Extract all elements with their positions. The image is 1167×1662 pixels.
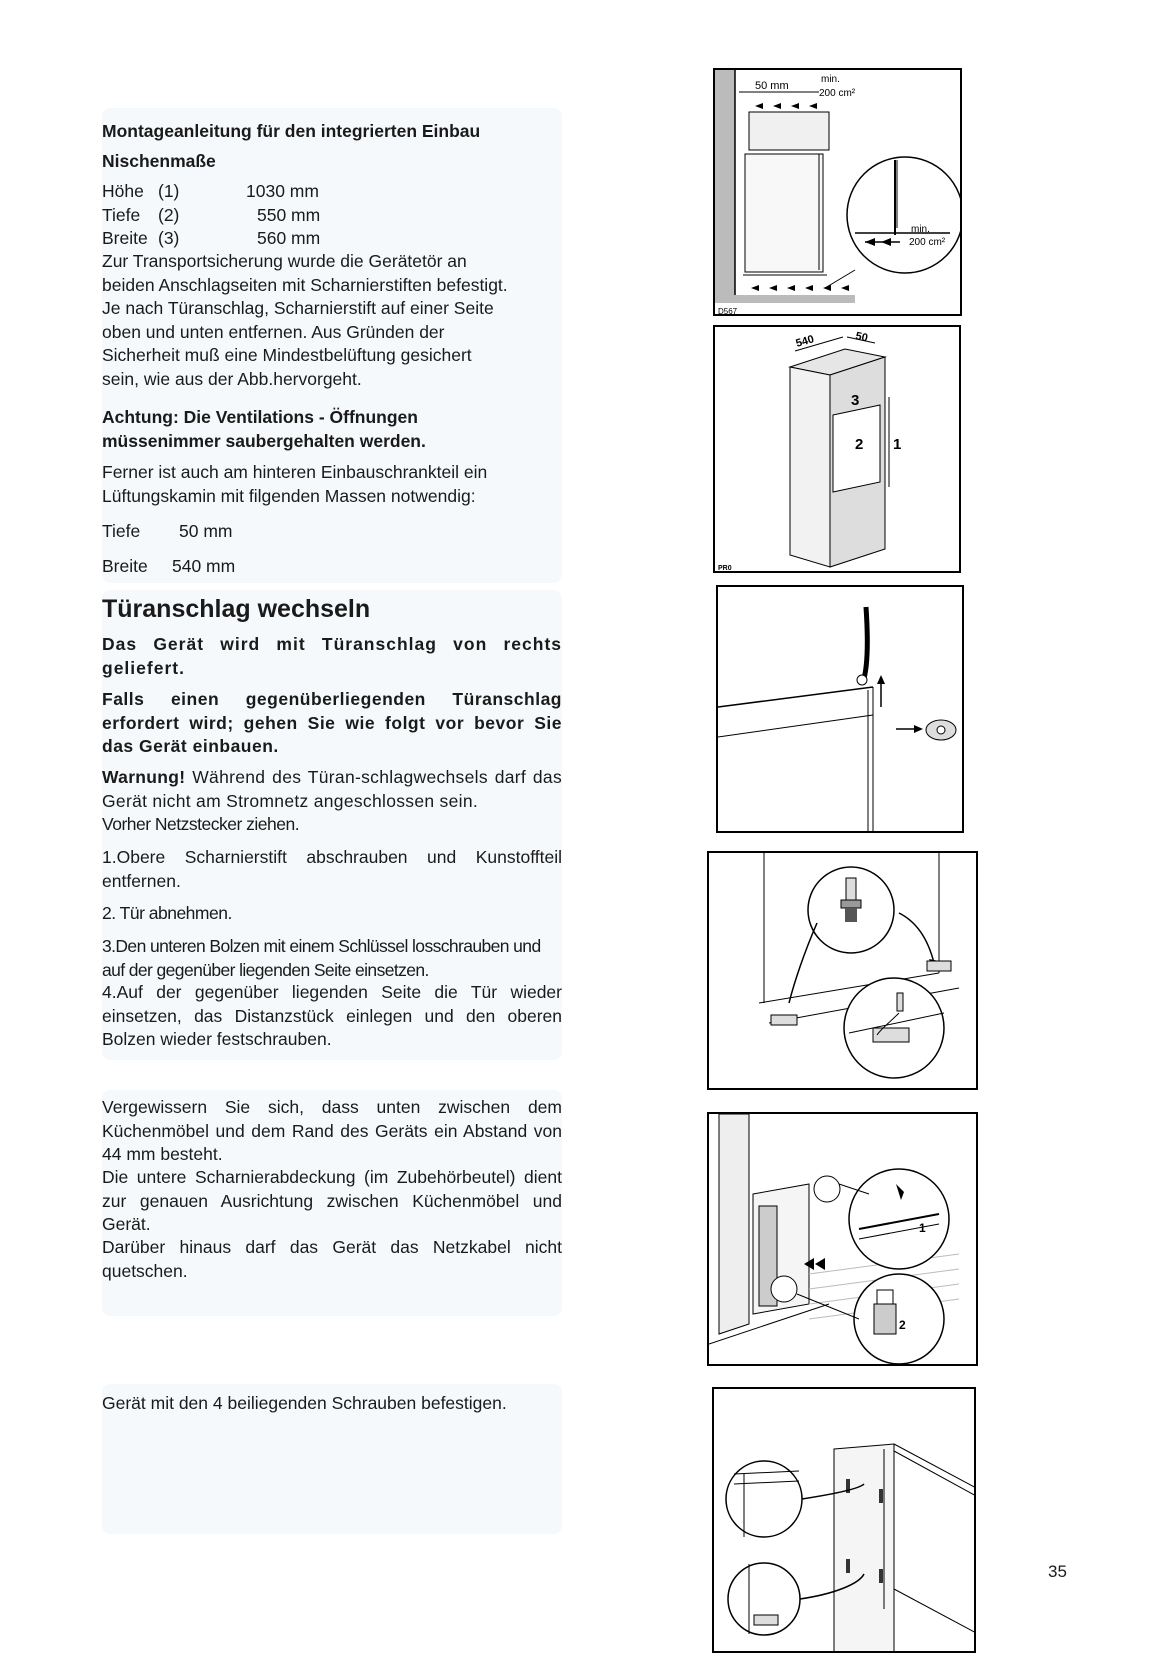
- fig2-num-3: 3: [851, 392, 860, 409]
- unplug-note: Vorher Netzstecker ziehen.: [102, 814, 300, 834]
- section-door-reversal: [102, 590, 562, 1060]
- lower-bolt-illustration: [709, 853, 978, 1090]
- chimney-depth-row: [102, 520, 232, 544]
- dimension-row: [102, 180, 320, 204]
- chimney-depth-label: Tiefe: [102, 521, 141, 541]
- heading-installation: Montageanleitung für den integrierten Einbau: [102, 121, 481, 141]
- step-2: 2. Tür abnehmen.: [102, 903, 232, 923]
- text-line: Ferner ist auch am hinteren Einbauschrankteil ein: [102, 462, 488, 482]
- fig1-width-label: 50 mm: [755, 80, 789, 92]
- dimension-label: Tiefe: [102, 204, 141, 225]
- dimension-label: Breite: [102, 228, 148, 248]
- dimension-list: [102, 180, 320, 251]
- fig2-num-1: 1: [893, 436, 902, 453]
- fig5-num-2: 2: [899, 1318, 906, 1332]
- dimension-row: [102, 227, 320, 251]
- reversal-note: Falls einen gegenüberliegenden Türanschlag erfordert wird; gehen Sie wie folgt vor bevor Sie das Gerät einbauen.: [102, 689, 562, 756]
- step-1: 1.Obere Scharnierstift abschrauben und Kunstoffteil entfernen.: [102, 847, 562, 891]
- section-fixing: [102, 1384, 562, 1534]
- screws-paragraph: Gerät mit den 4 beiliegenden Schrauben befestigen.: [102, 1393, 507, 1413]
- chimney-width-label: Breite: [102, 556, 148, 576]
- figure-lower-bolt: [707, 851, 978, 1090]
- ventilation-warning: [102, 406, 426, 453]
- fig1-area-label: 200 cm²: [819, 88, 856, 99]
- fig2-dim-50: 50: [854, 330, 869, 345]
- subheading-niche: Nischenmaße: [102, 151, 216, 171]
- ventilation-paragraph: [102, 250, 508, 391]
- warning-label: Warnung!: [102, 767, 186, 787]
- cabinet-illustration: [715, 327, 961, 573]
- text-line: Sicherheit muß eine Mindestbelüftung gesichert: [102, 345, 472, 365]
- warning-line: Achtung: Die Ventilations - Öffnungen: [102, 407, 418, 427]
- hinge-cover-paragraph: Die untere Scharnierabdeckung (im Zubehörbeutel) dient zur genauen Ausrichtung zwischen Küchenmöbel und Gerät.: [102, 1167, 562, 1234]
- dimension-value: 560 mm: [257, 228, 321, 248]
- dimension-num: (2): [158, 204, 180, 225]
- cable-paragraph: Darüber hinaus darf das Gerät das Netzkabel nicht quetschen.: [102, 1237, 562, 1281]
- figure-alignment: [707, 1112, 978, 1366]
- chimney-depth-value: 50 mm: [179, 521, 233, 541]
- section-alignment: [102, 1090, 562, 1316]
- chimney-width-row: [102, 555, 235, 579]
- text-line: Zur Transportsicherung wurde die Gerätetör an: [102, 251, 467, 271]
- figure-upper-hinge: [716, 585, 964, 833]
- alignment-illustration: [709, 1114, 978, 1366]
- fig2-dim-540: 540: [794, 333, 816, 350]
- fig2-code: PR0: [718, 565, 732, 572]
- fig1-min-label: min.: [821, 74, 840, 85]
- chimney-paragraph: [102, 461, 487, 508]
- dimension-value: 550 mm: [257, 204, 321, 225]
- text-line: Je nach Türanschlag, Scharnierstift auf einer Seite: [102, 298, 494, 318]
- dimension-num: (3): [158, 228, 180, 248]
- dimension-label: Höhe: [102, 181, 144, 201]
- fig1-min2-label: min.: [911, 224, 930, 235]
- text-line: beiden Anschlagseiten mit Scharnierstiften befestigt.: [102, 274, 508, 295]
- chimney-width-value: 540 mm: [172, 556, 236, 576]
- fig2-num-2: 2: [855, 436, 864, 453]
- figure-cabinet-dimensions: [713, 325, 961, 573]
- text-line: sein, wie aus der Abb.hervorgeht.: [102, 368, 362, 389]
- upper-hinge-illustration: [718, 587, 964, 833]
- section-title: Türanschlag wechseln: [102, 595, 371, 623]
- screws-illustration: [714, 1389, 976, 1653]
- section-niche-dimensions: [102, 108, 562, 583]
- ventilation-illustration: [715, 70, 962, 316]
- dimension-row: [102, 204, 320, 228]
- fig1-area2-label: 200 cm²: [909, 237, 946, 248]
- delivery-note: Das Gerät wird mit Türanschlag von rechts geliefert.: [102, 634, 562, 678]
- gap-paragraph: Vergewissern Sie sich, dass unten zwischen dem Küchenmöbel und dem Rand des Geräts ein Abstand von 44 mm besteht.: [102, 1097, 562, 1164]
- step-3: 3.Den unteren Bolzen mit einem Schlüssel losschrauben und auf der gegenüber liegenden Seite einsetzen.: [102, 936, 541, 980]
- dimension-num: (1): [158, 181, 180, 201]
- step-4: 4.Auf der gegenüber liegenden Seite die Tür wieder einsetzen, das Distanzstück einlegen und den oberen Bolzen wieder festschrauben.: [102, 982, 562, 1049]
- warning-line: müssenimmer saubergehalten werden.: [102, 430, 426, 451]
- figure-ventilation: [713, 68, 962, 316]
- text-line: Lüftungskamin mit filgenden Massen notwendig:: [102, 485, 476, 506]
- page-number: 35: [1048, 1562, 1067, 1581]
- fig1-code: D567: [718, 307, 738, 316]
- figure-screws: [712, 1387, 976, 1653]
- fig5-num-1: 1: [919, 1221, 926, 1235]
- warning-paragraph: [102, 766, 562, 813]
- warning-text: Während des Türan-schlagwechsels darf das Gerät nicht am Stromnetz angeschlossen sein.: [102, 767, 562, 811]
- text-line: oben und unten entfernen. Aus Gründen der: [102, 321, 445, 342]
- dimension-value: 1030 mm: [246, 181, 319, 201]
